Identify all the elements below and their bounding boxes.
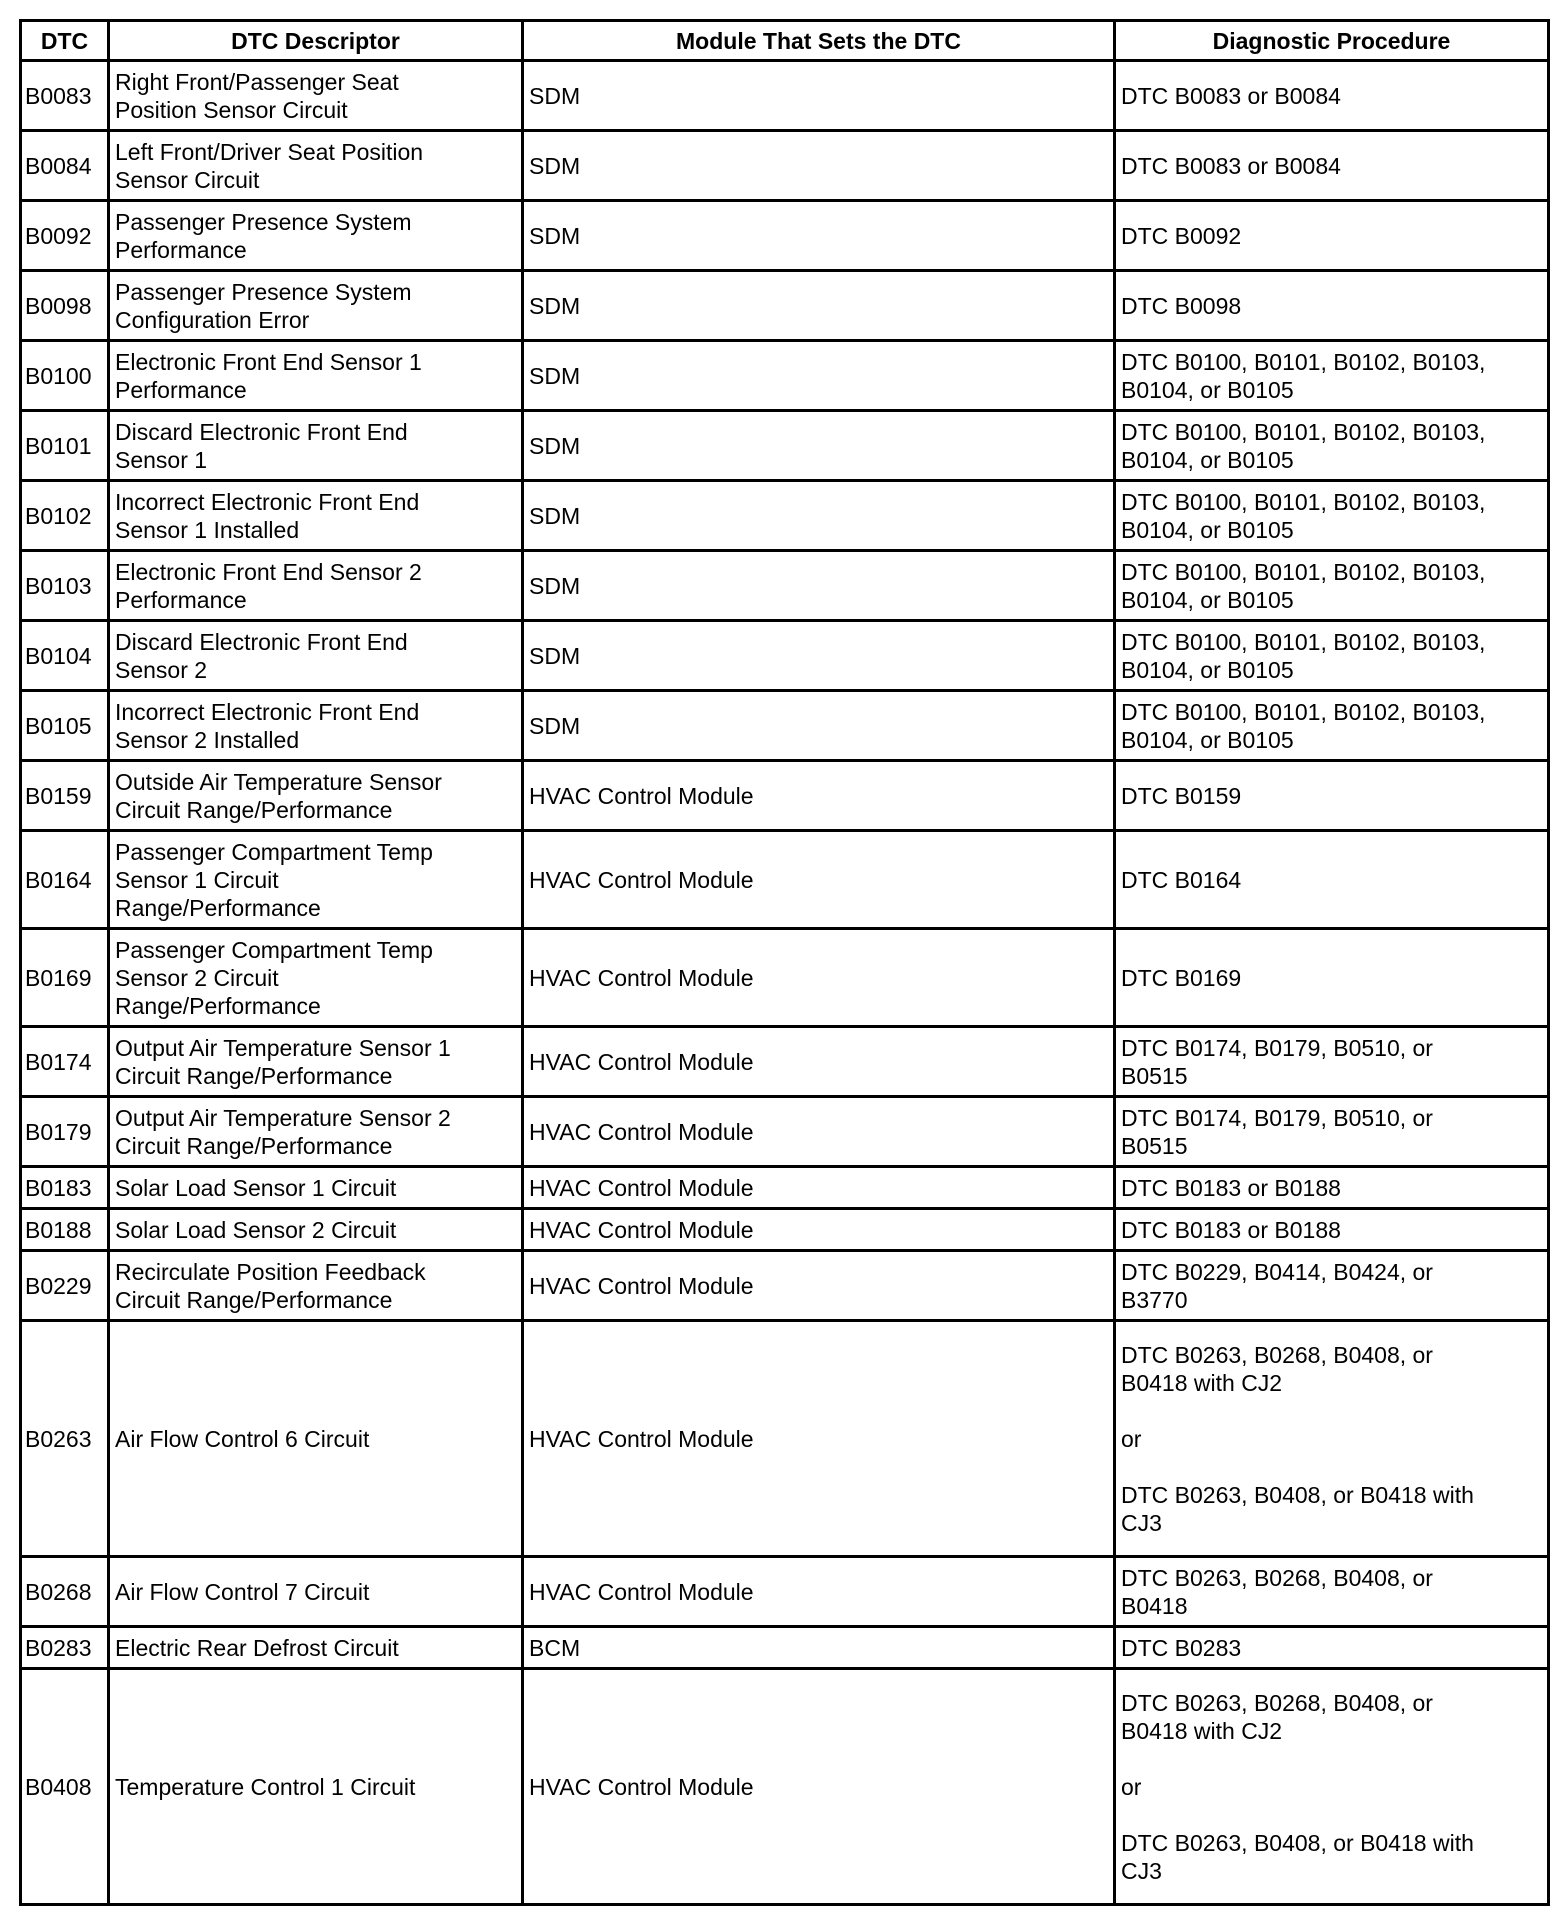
table-row (21, 341, 1549, 411)
column-header-procedure: Diagnostic Procedure (1115, 21, 1549, 61)
table-row (21, 1557, 1549, 1627)
dtc-code: B0188 (21, 1209, 109, 1251)
dtc-descriptor: Incorrect Electronic Front End Sensor 2 Installed (109, 691, 523, 761)
module-name: SDM (523, 201, 1115, 271)
dtc-code: B0104 (21, 621, 109, 691)
header-row (21, 21, 1549, 61)
diagnostic-procedure: DTC B0263, B0268, B0408, or B0418 (1115, 1557, 1549, 1627)
table-row (21, 411, 1549, 481)
module-name: HVAC Control Module (523, 831, 1115, 929)
diagnostic-procedure: DTC B0263, B0268, B0408, or B0418 with CJ2 or DTC B0263, B0408, or B0418 with CJ3 (1115, 1669, 1549, 1905)
dtc-code: B0263 (21, 1321, 109, 1557)
dtc-code: B0169 (21, 929, 109, 1027)
dtc-code: B0229 (21, 1251, 109, 1321)
dtc-descriptor: Passenger Presence System Configuration Error (109, 271, 523, 341)
table-row (21, 481, 1549, 551)
table-row (21, 61, 1549, 131)
diagnostic-procedure: DTC B0183 or B0188 (1115, 1209, 1549, 1251)
table-row (21, 1251, 1549, 1321)
module-name: SDM (523, 481, 1115, 551)
table-row (21, 621, 1549, 691)
module-name: SDM (523, 691, 1115, 761)
dtc-code: B0179 (21, 1097, 109, 1167)
column-header-module: Module That Sets the DTC (523, 21, 1115, 61)
table-row (21, 1321, 1549, 1557)
dtc-descriptor: Right Front/Passenger Seat Position Sensor Circuit (109, 61, 523, 131)
dtc-code: B0159 (21, 761, 109, 831)
dtc-descriptor: Electronic Front End Sensor 1 Performance (109, 341, 523, 411)
table-row (21, 551, 1549, 621)
dtc-descriptor: Incorrect Electronic Front End Sensor 1 Installed (109, 481, 523, 551)
module-name: HVAC Control Module (523, 1251, 1115, 1321)
diagnostic-procedure: DTC B0098 (1115, 271, 1549, 341)
dtc-code: B0100 (21, 341, 109, 411)
table-header (21, 21, 1549, 61)
dtc-descriptor: Passenger Compartment Temp Sensor 2 Circuit Range/Performance (109, 929, 523, 1027)
dtc-descriptor: Output Air Temperature Sensor 2 Circuit Range/Performance (109, 1097, 523, 1167)
diagnostic-procedure: DTC B0174, B0179, B0510, or B0515 (1115, 1027, 1549, 1097)
dtc-descriptor: Electric Rear Defrost Circuit (109, 1627, 523, 1669)
module-name: HVAC Control Module (523, 1167, 1115, 1209)
dtc-descriptor: Air Flow Control 6 Circuit (109, 1321, 523, 1557)
table-row (21, 271, 1549, 341)
dtc-code: B0268 (21, 1557, 109, 1627)
dtc-code: B0164 (21, 831, 109, 929)
module-name: SDM (523, 61, 1115, 131)
table-row (21, 1669, 1549, 1905)
module-name: SDM (523, 271, 1115, 341)
module-name: HVAC Control Module (523, 1097, 1115, 1167)
dtc-descriptor: Output Air Temperature Sensor 1 Circuit Range/Performance (109, 1027, 523, 1097)
dtc-descriptor: Left Front/Driver Seat Position Sensor Circuit (109, 131, 523, 201)
table-row (21, 831, 1549, 929)
module-name: SDM (523, 621, 1115, 691)
dtc-descriptor: Solar Load Sensor 1 Circuit (109, 1167, 523, 1209)
dtc-code: B0283 (21, 1627, 109, 1669)
column-header-dtc: DTC (21, 21, 109, 61)
table-row (21, 201, 1549, 271)
dtc-table (19, 19, 1550, 1906)
table-row (21, 929, 1549, 1027)
table-row (21, 1167, 1549, 1209)
dtc-descriptor: Discard Electronic Front End Sensor 1 (109, 411, 523, 481)
column-header-descriptor: DTC Descriptor (109, 21, 523, 61)
module-name: BCM (523, 1627, 1115, 1669)
dtc-code: B0101 (21, 411, 109, 481)
module-name: HVAC Control Module (523, 761, 1115, 831)
dtc-descriptor: Passenger Compartment Temp Sensor 1 Circuit Range/Performance (109, 831, 523, 929)
dtc-code: B0408 (21, 1669, 109, 1905)
dtc-descriptor: Solar Load Sensor 2 Circuit (109, 1209, 523, 1251)
diagnostic-procedure: DTC B0283 (1115, 1627, 1549, 1669)
dtc-code: B0083 (21, 61, 109, 131)
dtc-code: B0092 (21, 201, 109, 271)
module-name: HVAC Control Module (523, 1027, 1115, 1097)
dtc-code: B0098 (21, 271, 109, 341)
diagnostic-procedure: DTC B0159 (1115, 761, 1549, 831)
diagnostic-procedure: DTC B0083 or B0084 (1115, 61, 1549, 131)
module-name: SDM (523, 341, 1115, 411)
dtc-code: B0102 (21, 481, 109, 551)
dtc-code: B0103 (21, 551, 109, 621)
module-name: SDM (523, 131, 1115, 201)
dtc-code: B0084 (21, 131, 109, 201)
diagnostic-procedure: DTC B0100, B0101, B0102, B0103, B0104, or B0105 (1115, 341, 1549, 411)
module-name: HVAC Control Module (523, 1209, 1115, 1251)
dtc-descriptor: Electronic Front End Sensor 2 Performance (109, 551, 523, 621)
diagnostic-procedure: DTC B0263, B0268, B0408, or B0418 with CJ2 or DTC B0263, B0408, or B0418 with CJ3 (1115, 1321, 1549, 1557)
dtc-code: B0183 (21, 1167, 109, 1209)
dtc-code: B0105 (21, 691, 109, 761)
table-row (21, 1209, 1549, 1251)
diagnostic-procedure: DTC B0100, B0101, B0102, B0103, B0104, or B0105 (1115, 481, 1549, 551)
table-row (21, 691, 1549, 761)
module-name: SDM (523, 551, 1115, 621)
diagnostic-procedure: DTC B0183 or B0188 (1115, 1167, 1549, 1209)
dtc-code: B0174 (21, 1027, 109, 1097)
table-body (21, 61, 1549, 1905)
module-name: HVAC Control Module (523, 1321, 1115, 1557)
table-row (21, 761, 1549, 831)
table-row (21, 1097, 1549, 1167)
module-name: HVAC Control Module (523, 929, 1115, 1027)
dtc-descriptor: Recirculate Position Feedback Circuit Range/Performance (109, 1251, 523, 1321)
module-name: HVAC Control Module (523, 1557, 1115, 1627)
diagnostic-procedure: DTC B0083 or B0084 (1115, 131, 1549, 201)
diagnostic-procedure: DTC B0100, B0101, B0102, B0103, B0104, or B0105 (1115, 621, 1549, 691)
dtc-descriptor: Passenger Presence System Performance (109, 201, 523, 271)
diagnostic-procedure: DTC B0100, B0101, B0102, B0103, B0104, or B0105 (1115, 551, 1549, 621)
table-row (21, 1627, 1549, 1669)
table-row (21, 1027, 1549, 1097)
diagnostic-procedure: DTC B0092 (1115, 201, 1549, 271)
diagnostic-procedure: DTC B0229, B0414, B0424, or B3770 (1115, 1251, 1549, 1321)
diagnostic-procedure: DTC B0100, B0101, B0102, B0103, B0104, or B0105 (1115, 411, 1549, 481)
table-row (21, 131, 1549, 201)
module-name: SDM (523, 411, 1115, 481)
dtc-descriptor: Air Flow Control 7 Circuit (109, 1557, 523, 1627)
diagnostic-procedure: DTC B0169 (1115, 929, 1549, 1027)
module-name: HVAC Control Module (523, 1669, 1115, 1905)
diagnostic-procedure: DTC B0164 (1115, 831, 1549, 929)
diagnostic-procedure: DTC B0174, B0179, B0510, or B0515 (1115, 1097, 1549, 1167)
dtc-descriptor: Discard Electronic Front End Sensor 2 (109, 621, 523, 691)
dtc-descriptor: Outside Air Temperature Sensor Circuit Range/Performance (109, 761, 523, 831)
diagnostic-procedure: DTC B0100, B0101, B0102, B0103, B0104, or B0105 (1115, 691, 1549, 761)
dtc-descriptor: Temperature Control 1 Circuit (109, 1669, 523, 1905)
